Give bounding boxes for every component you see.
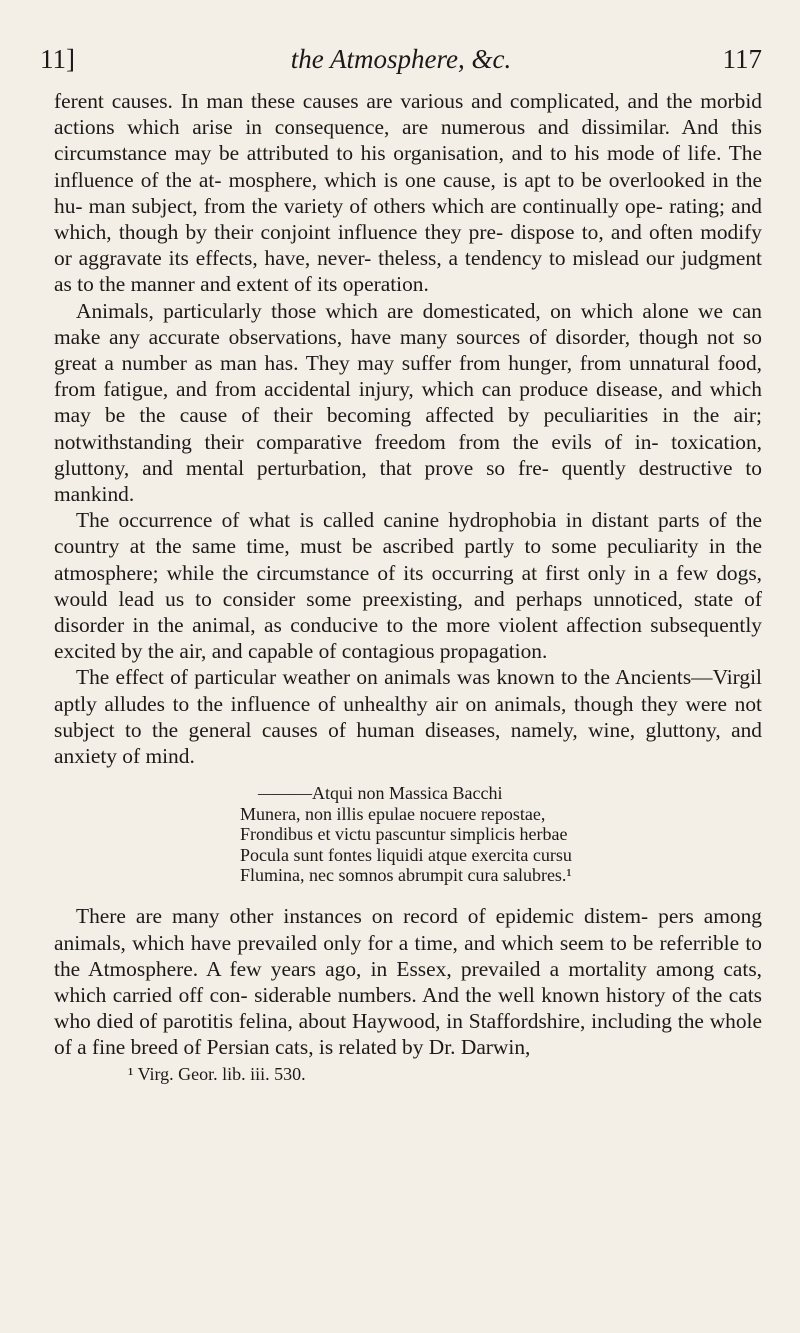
paragraph-4: The effect of particular weather on animals was known to the Ancients—Virgil aptly alludes to the influence of unhealthy air on animals, though they were not subject to the general causes of human diseases, namely, wine, gluttony, and anxiety of mind. [54,665,762,769]
running-head [40,44,762,78]
page-number: 117 [722,44,762,74]
latin-verse-quotation [54,783,762,885]
paragraph-3: The occurrence of what is called canine hydrophobia in distant parts of the country at the same time, must be ascribed partly to some peculiarity in the atmosphere; while the circumstance of its occurring at first only in a few dogs, would lead us to consider some preexisting, and perhaps unnoticed, state of disorder in the animal, as conducive to the more violent affection subsequently excited by the air, and capable of contagious propagation. [54,508,762,664]
verse-line: Flumina, nec somnos abrumpit cura salubres.¹ [240,864,572,885]
section-number: 11] [40,44,75,74]
verse-line: Frondibus et victu pascuntur simplicis herbae [240,824,568,845]
paragraph-5: There are many other instances on record of epidemic distem- pers among animals, which have prevailed only for a time, and which seem to be referrible to the Atmosphere. A few years ago, in Essex, prevailed a mortality among cats, which carried off con- siderable numbers. And the well known history of the cats who died of parotitis felina, about Haywood, in Staffordshire, including the whole of a fine breed of Persian cats, is related by Dr. Darwin, [54,904,762,1060]
body-text [54,88,762,1085]
verse-line: Pocula sunt fontes liquidi atque exercita cursu [240,844,572,865]
paragraph-1: ferent causes. In man these causes are various and complicated, and the morbid actions which arise in consequence, are numerous and dissimilar. And this circumstance may be attributed to his organisation, and to his mode of life. The influence of the at- mosphere, which is one cause, is apt to be overlooked in the hu- man subject, from the variety of others which are continually ope- rating; and which, though by their conjoint influence they pre- dispose to, and often modify or aggravate its effects, have, never- theless, a tendency to mislead our judgment as to the manner and extent of its operation. [54,89,762,297]
footnote: ¹ Virg. Geor. lib. iii. 530. [128,1063,306,1084]
running-title: the Atmosphere, &c. [290,44,512,74]
paragraph-2: Animals, particularly those which are domesticated, on which alone we can make any accurate observations, have many sources of disorder, though not so great a number as man has. They may suffer from hunger, from unnatural food, from fatigue, and from accidental injury, which can produce disease, and which may be the cause of their becoming affected by peculiarities in the air; notwithstanding their comparative freedom from the evils of in- toxication, gluttony, and mental perturbation, that prove so fre- quently destructive to mankind. [54,298,762,507]
verse-line: ———Atqui non Massica Bacchi [258,783,503,804]
verse-line: Munera, non illis epulae nocuere repostae, [240,803,546,824]
